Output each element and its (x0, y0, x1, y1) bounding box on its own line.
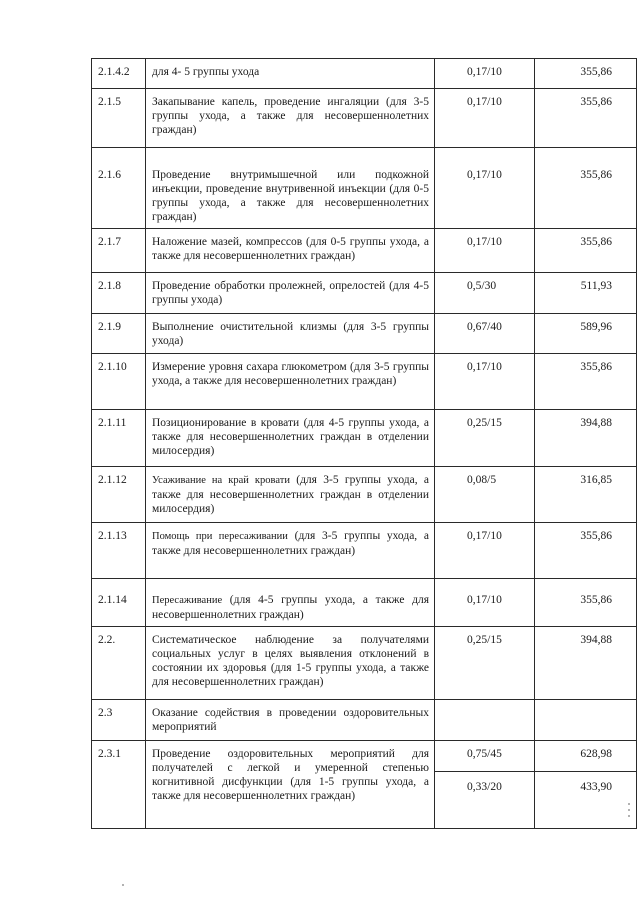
row-norm: 0,17/10 (467, 530, 502, 542)
row-description: Проведение оздоровительных мероприятий для получателей с легкой и умеренной степенью когнитивной дисфункции (для 1-5 группы ухода, а также для несовершеннолетних граждан) (146, 741, 435, 829)
row-price-cell (535, 741, 637, 829)
row-number: 2.1.5 (92, 89, 146, 148)
scan-speck (628, 803, 630, 805)
row-price-cell (535, 273, 637, 314)
row-norm: 0,17/10 (467, 169, 502, 181)
row-norm-cell (435, 467, 535, 523)
row-price: 355,86 (580, 169, 612, 181)
row-norm-cell (435, 579, 535, 627)
row-price-cell (535, 579, 637, 627)
row-price: 355,86 (580, 530, 612, 542)
row-description: Проведение внутримышечной или подкожной инъекции, проведение внутривенной инъекции (для 0-5 группы ухода, а также для несовершеннолетних граждан) (146, 148, 435, 229)
row-number: 2.1.13 (92, 523, 146, 579)
row-price-cell (535, 410, 637, 467)
row-price: 355,86 (580, 96, 612, 108)
row-number: 2.1.7 (92, 229, 146, 273)
row-norm: 0,67/40 (467, 321, 502, 333)
row-norm-cell (435, 148, 535, 229)
row-description: для 4- 5 группы ухода (146, 59, 435, 89)
row-number: 2.1.14 (92, 579, 146, 627)
row-norm: 0,25/15 (467, 417, 502, 429)
row-description: Выполнение очистительной клизмы (для 3-5 группы ухода) (146, 314, 435, 354)
row-description: Закапывание капель, проведение ингаляции (для 3-5 группы ухода, а также для несовершеннолетних граждан) (146, 89, 435, 148)
row-description-lead: Усаживание на край кровати (152, 475, 290, 486)
row-price-cell (535, 627, 637, 700)
row-price: 355,86 (580, 236, 612, 248)
services-table (91, 58, 637, 829)
row-norm: 0,17/10 (467, 96, 502, 108)
row-price-cell (535, 148, 637, 229)
row-norm: 0,17/10 (467, 361, 502, 373)
row-price: 511,93 (580, 280, 612, 292)
row-price: 316,85 (580, 474, 612, 486)
table-row (92, 273, 637, 314)
row-number: 2.1.11 (92, 410, 146, 467)
table-row (92, 314, 637, 354)
row-norm-cell (435, 273, 535, 314)
scan-speck (628, 815, 630, 817)
row-description (146, 467, 435, 523)
row-norm-secondary: 0,33/20 (467, 781, 502, 793)
row-norm-cell (435, 354, 535, 410)
table-row (92, 354, 637, 410)
row-price-secondary: 433,90 (580, 781, 612, 793)
row-norm: 0,17/10 (467, 66, 502, 78)
row-number: 2.1.12 (92, 467, 146, 523)
row-number: 2.3 (92, 700, 146, 741)
row-description-rest: (для 3-5 группы ухода, а также для несовершеннолетних граждан) (152, 530, 429, 557)
row-norm-cell (435, 741, 535, 829)
row-norm-cell (435, 627, 535, 700)
table-row (92, 579, 637, 627)
row-number: 2.2. (92, 627, 146, 700)
scan-speck (628, 809, 630, 811)
row-description: Систематическое наблюдение за получателями социальных услуг в целях выявления отклонений в состоянии их здоровья (для 1-5 группы ухода, а также для несовершеннолетних граждан) (146, 627, 435, 700)
scan-speck (122, 884, 124, 886)
table-row (92, 89, 637, 148)
row-norm-cell (435, 89, 535, 148)
row-description-lead: Пересаживание (152, 595, 223, 606)
row-description (146, 523, 435, 579)
table-row (92, 700, 637, 741)
table-row (92, 410, 637, 467)
table-row (92, 59, 637, 89)
row-price-cell (535, 700, 637, 741)
row-number: 2.1.9 (92, 314, 146, 354)
row-price: 628,98 (580, 748, 612, 760)
row-norm-cell (435, 229, 535, 273)
row-price-secondary-cell (535, 771, 636, 794)
row-description: Измерение уровня сахара глюкометром (для 3-5 группы ухода, а также для несовершеннолетних граждан) (146, 354, 435, 410)
table-row (92, 467, 637, 523)
row-price: 355,86 (580, 594, 612, 606)
row-norm-cell (435, 700, 535, 741)
row-price-cell (535, 314, 637, 354)
row-norm: 0,5/30 (467, 280, 497, 292)
row-description: Наложение мазей, компрессов (для 0-5 группы ухода, а также для несовершеннолетних граждан) (146, 229, 435, 273)
row-price-cell (535, 354, 637, 410)
row-number: 2.1.6 (92, 148, 146, 229)
table-row (92, 741, 637, 829)
row-norm: 0,25/15 (467, 634, 502, 646)
row-norm: 0,17/10 (467, 594, 502, 606)
row-number: 2.1.4.2 (92, 59, 146, 89)
row-norm: 0,17/10 (467, 236, 502, 248)
row-price: 355,86 (580, 66, 612, 78)
row-description: Оказание содействия в проведении оздоровительных мероприятий (146, 700, 435, 741)
row-price-cell (535, 467, 637, 523)
row-description: Позиционирование в кровати (для 4-5 группы ухода, а также для несовершеннолетних граждан в отделении милосердия) (146, 410, 435, 467)
row-price-cell (535, 523, 637, 579)
row-price-cell (535, 89, 637, 148)
row-description-rest: (для 4-5 группы ухода, а также для несовершеннолетних граждан) (152, 594, 429, 621)
table-row (92, 229, 637, 273)
table-row (92, 627, 637, 700)
row-description-rest: (для 3-5 группы ухода, а также для несовершеннолетних граждан в отделении милосердия) (152, 474, 429, 515)
row-description (146, 579, 435, 627)
row-price-cell (535, 229, 637, 273)
row-norm-secondary-cell (435, 771, 534, 794)
row-norm: 0,08/5 (467, 474, 497, 486)
row-price: 355,86 (580, 361, 612, 373)
table-row (92, 148, 637, 229)
row-price: 394,88 (580, 417, 612, 429)
table-row (92, 523, 637, 579)
row-number: 2.3.1 (92, 741, 146, 829)
row-norm-cell (435, 314, 535, 354)
row-norm-cell (435, 523, 535, 579)
row-price-cell (535, 59, 637, 89)
row-description: Проведение обработки пролежней, опрелостей (для 4-5 группы ухода) (146, 273, 435, 314)
row-price: 394,88 (580, 634, 612, 646)
row-norm: 0,75/45 (467, 748, 502, 760)
row-price: 589,96 (580, 321, 612, 333)
row-number: 2.1.8 (92, 273, 146, 314)
row-norm-cell (435, 59, 535, 89)
row-description-lead: Помощь при пересаживании (152, 531, 288, 542)
row-number: 2.1.10 (92, 354, 146, 410)
row-norm-cell (435, 410, 535, 467)
